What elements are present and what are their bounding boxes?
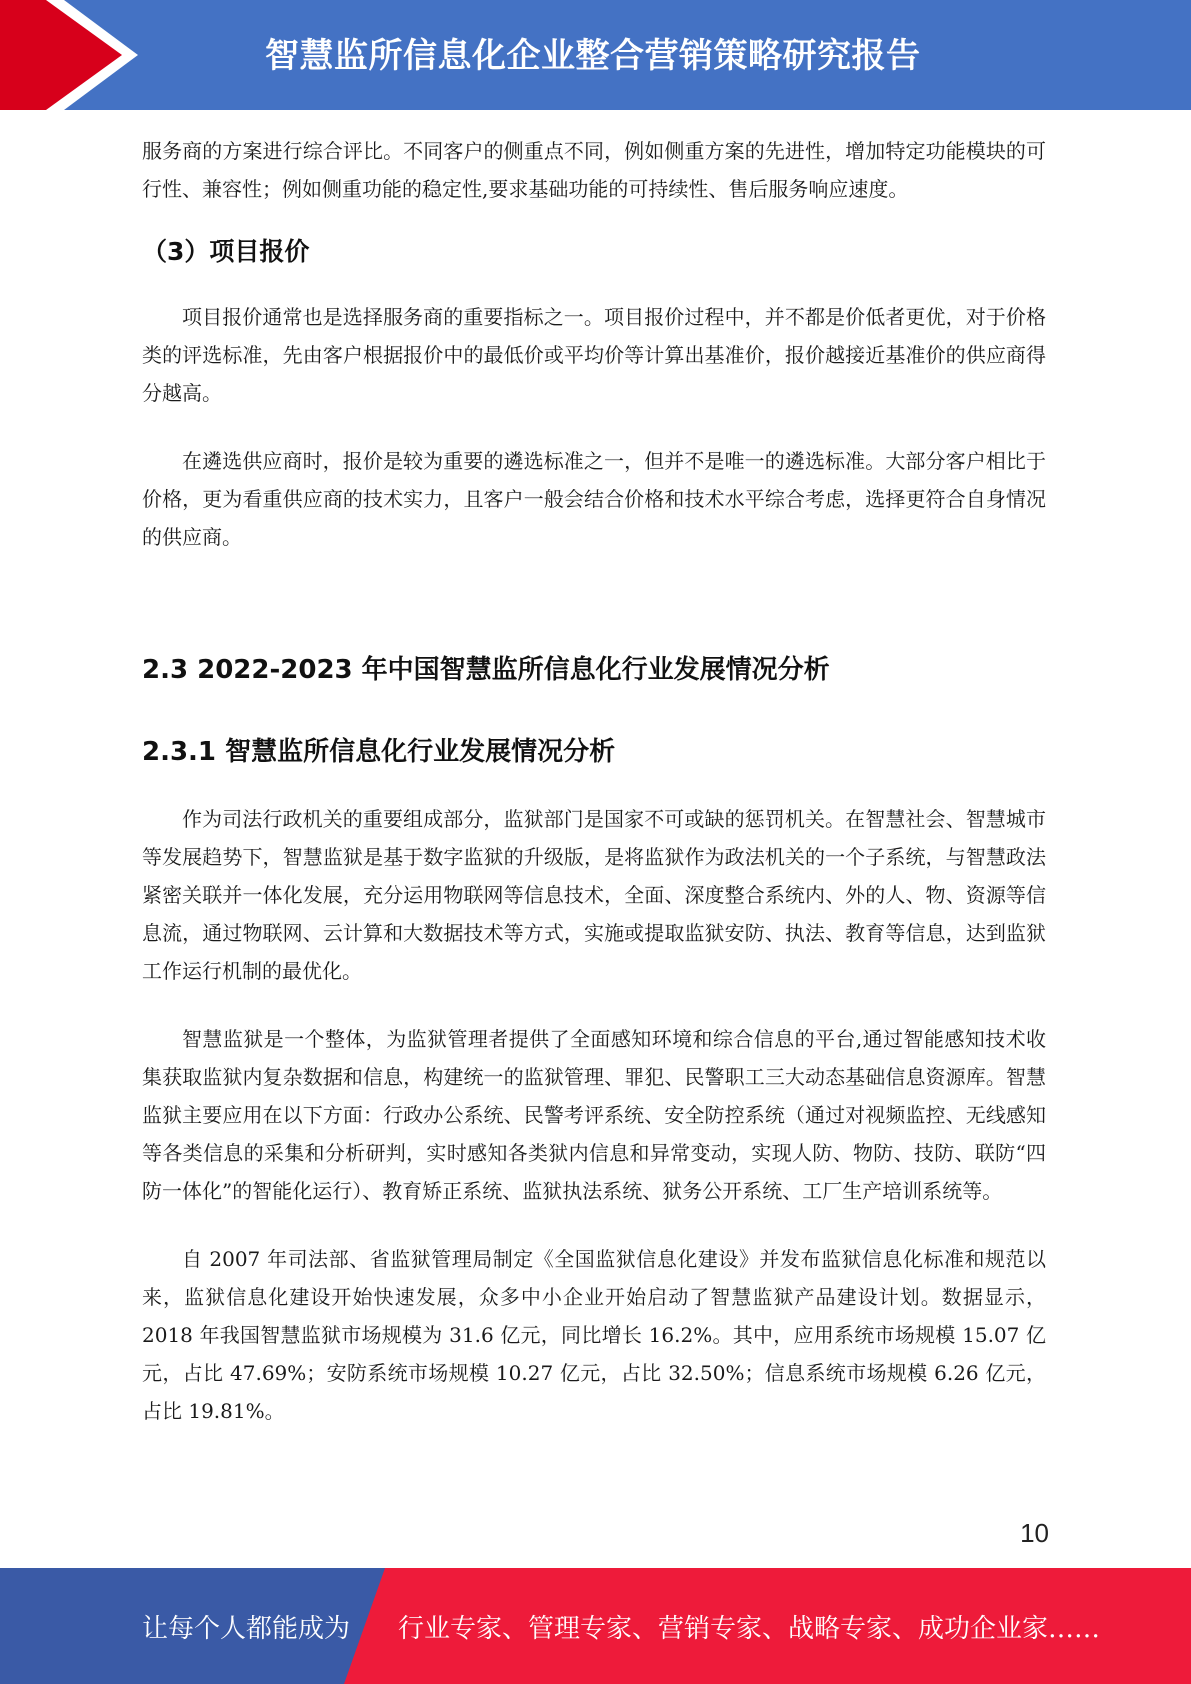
page-footer (0, 1568, 1191, 1684)
paragraph-development-3: 自 2007 年司法部、省监狱管理局制定《全国监狱信息化建设》并发布监狱信息化标准和规范以来，监狱信息化建设开始快速发展，众多中小企业开始启动了智慧监狱产品建设计划。数据显示，2018 年我国智慧监狱市场规模为 31.6 亿元，同比增长 16.2%。其中，应用系统市场规模 15.07 亿元，占比 47.69%；安防系统市场规模 10.27 亿元，占比 32.50%；信息系统市场规模 6.26 亿元，占比 19.81%。 (142, 1247, 1046, 1423)
paragraph-development-2: 智慧监狱是一个整体，为监狱管理者提供了全面感知环境和综合信息的平台,通过智能感知技术收集获取监狱内复杂数据和信息，构建统一的监狱管理、罪犯、民警职工三大动态基础信息资源库。智慧监狱主要应用在以下方面：行政办公系统、民警考评系统、安全防控系统（通过对视频监控、无线感知等各类信息的采集和分析研判，实时感知各类狱内信息和异常变动，实现人防、物防、技防、联防“四防一体化”的智能化运行）、教育矫正系统、监狱执法系统、狱务公开系统、工厂生产培训系统等。 (142, 1027, 1046, 1203)
footer-slogan-left: 让每个人都能成为 (142, 1614, 351, 1644)
section-heading-2-3: 2.3 2022-2023 年中国智慧监所信息化行业发展情况分析 (142, 655, 830, 685)
paragraph-quote-1: 项目报价通常也是选择服务商的重要指标之一。项目报价过程中，并不都是价低者更优，对于价格类的评选标准，先由客户根据报价中的最低价或平均价等计算出基准价，报价越接近基准价的供应商得分越高。 (142, 305, 1046, 405)
subheading-project-quote: （3）项目报价 (142, 237, 310, 266)
page-number: 10 (1020, 1518, 1049, 1548)
footer-slogan-right: 行业专家、管理专家、营销专家、战略专家、成功企业家…… (398, 1614, 1101, 1644)
paragraph-development-1: 作为司法行政机关的重要组成部分，监狱部门是国家不可或缺的惩罚机关。在智慧社会、智慧城市等发展趋势下，智慧监狱是基于数字监狱的升级版，是将监狱作为政法机关的一个子系统，与智慧政法紧密关联并一体化发展，充分运用物联网等信息技术，全面、深度整合系统内、外的人、物、资源等信息流，通过物联网、云计算和大数据技术等方式，实施或提取监狱安防、执法、教育等信息，达到监狱工作运行机制的最优化。 (142, 807, 1046, 983)
paragraph-quote-2: 在遴选供应商时，报价是较为重要的遴选标准之一，但并不是唯一的遴选标准。大部分客户相比于价格，更为看重供应商的技术实力，且客户一般会结合价格和技术水平综合考虑，选择更符合自身情况的供应商。 (142, 449, 1046, 549)
report-title: 智慧监所信息化企业整合营销策略研究报告 (265, 36, 921, 76)
paragraph-continued: 服务商的方案进行综合评比。不同客户的侧重点不同，例如侧重方案的先进性，增加特定功能模块的可行性、兼容性；例如侧重功能的稳定性,要求基础功能的可持续性、售后服务响应速度。 (142, 139, 1046, 201)
subsection-heading-2-3-1: 2.3.1 智慧监所信息化行业发展情况分析 (142, 737, 616, 767)
page-content (142, 132, 1046, 1430)
page-header (0, 0, 1191, 110)
